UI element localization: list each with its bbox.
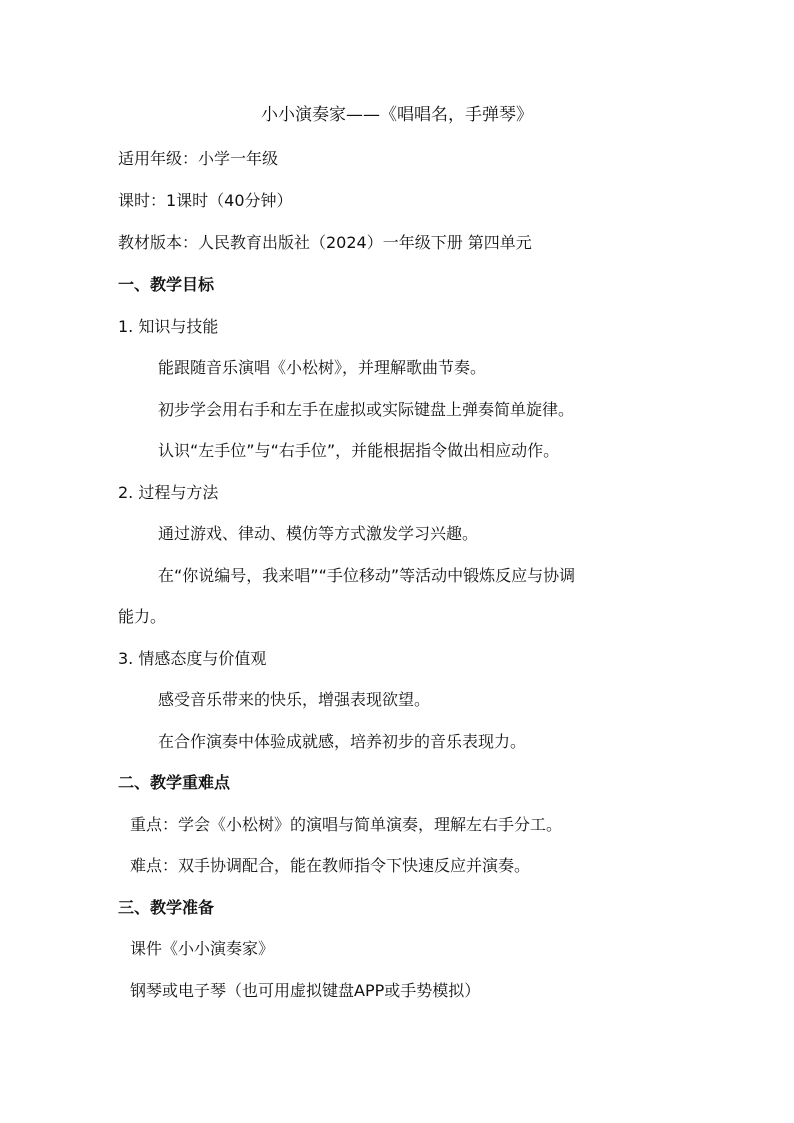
list-item: 课件《小小演奏家》 (130, 939, 275, 958)
document-title: 小小演奏家——《唱唱名，手弹琴》 (261, 105, 533, 125)
difficulty-line: 难点：双手协调配合，能在教师指令下快速反应并演奏。 (130, 856, 531, 875)
subheading-process-methods: 2. 过程与方法 (118, 483, 219, 502)
section-heading-key-points: 二、教学重难点 (118, 773, 231, 792)
list-item: 感受音乐带来的快乐，增强表现欲望。 (158, 690, 431, 709)
hours-line: 课时：1课时（40分钟） (118, 191, 293, 210)
list-item: 在合作演奏中体验成就感，培养初步的音乐表现力。 (158, 732, 527, 751)
textbook-line: 教材版本：人民教育出版社（2024）一年级下册 第四单元 (118, 233, 532, 252)
list-item: 认识“左手位”与“右手位”，并能根据指令做出相应动作。 (158, 441, 560, 460)
section-heading-preparation: 三、教学准备 (118, 898, 215, 917)
grade-line: 适用年级：小学一年级 (118, 149, 279, 168)
list-item: 通过游戏、律动、模仿等方式激发学习兴趣。 (158, 524, 479, 543)
list-item: 钢琴或电子琴（也可用虚拟键盘APP或手势模拟） (130, 981, 481, 1000)
list-item: 能跟随音乐演唱《小松树》，并理解歌曲节奏。 (158, 358, 487, 377)
list-item: 初步学会用右手和左手在虚拟或实际键盘上弹奏简单旋律。 (158, 400, 575, 419)
section-heading-objectives: 一、教学目标 (118, 275, 215, 294)
key-point-line: 重点：学会《小松树》的演唱与简单演奏，理解左右手分工。 (130, 815, 563, 834)
list-item: 在“你说编号，我来唱”“手位移动”等活动中锻炼反应与协调 (158, 566, 576, 585)
subheading-attitude-values: 3. 情感态度与价值观 (118, 649, 267, 668)
subheading-knowledge-skills: 1. 知识与技能 (118, 317, 219, 336)
list-item-continuation: 能力。 (118, 607, 167, 626)
